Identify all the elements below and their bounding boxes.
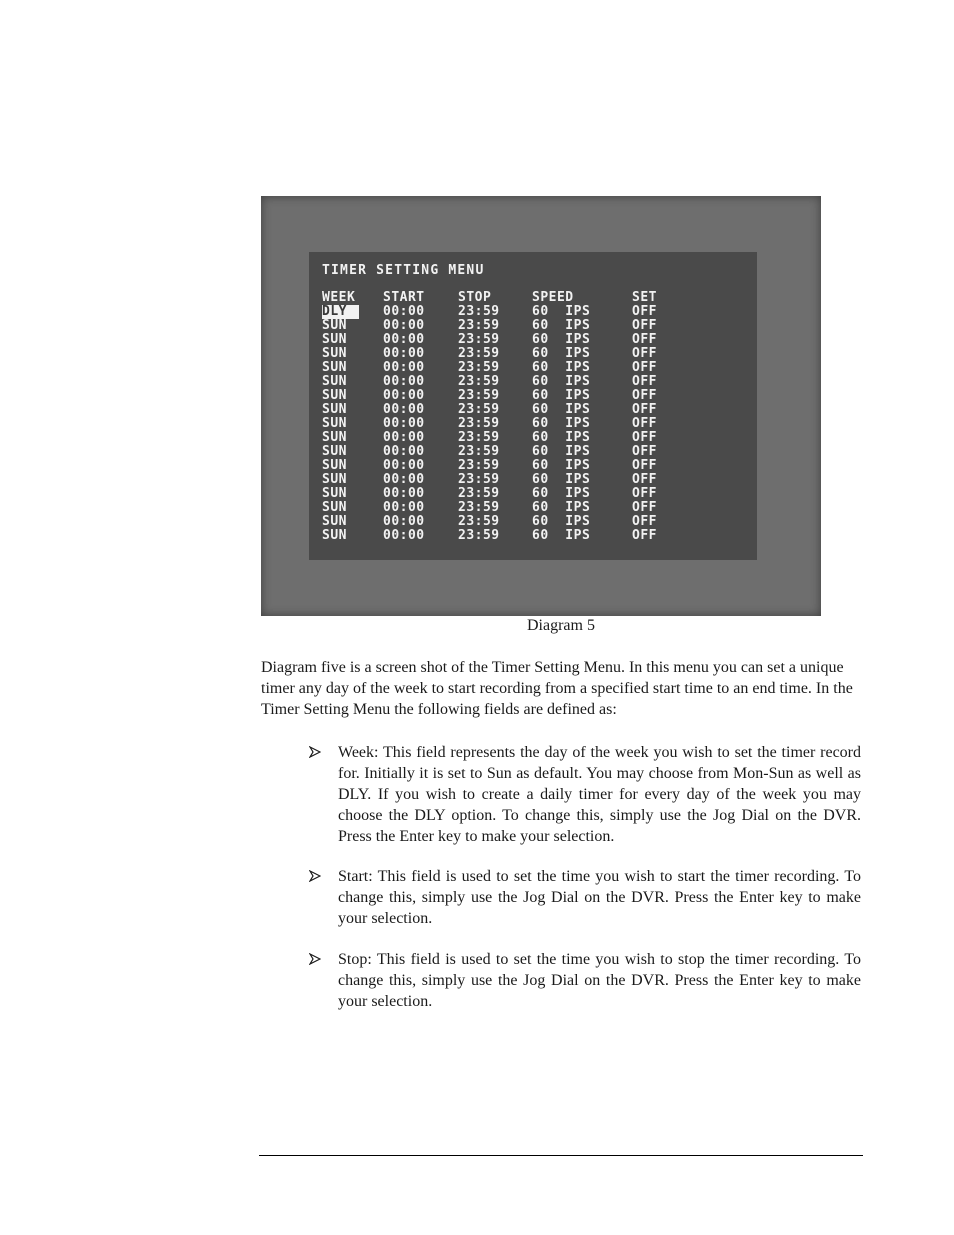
cell-speed: 60 IPS	[532, 374, 591, 389]
bullet-week	[309, 742, 861, 847]
cell-stop: 23:59	[458, 360, 500, 375]
cell-speed: 60 IPS	[532, 332, 591, 347]
cell-start: 00:00	[383, 528, 425, 543]
cell-speed: 60 IPS	[532, 500, 591, 515]
cell-start: 00:00	[383, 500, 425, 515]
cell-start: 00:00	[383, 402, 425, 417]
cell-week: SUN	[322, 500, 347, 515]
cell-week: SUN	[322, 458, 347, 473]
cell-stop: 23:59	[458, 346, 500, 361]
cell-speed: 60 IPS	[532, 416, 591, 431]
cell-start: 00:00	[383, 304, 425, 319]
cell-stop: 23:59	[458, 472, 500, 487]
timer-menu-screenshot	[261, 196, 821, 616]
cell-start: 00:00	[383, 458, 425, 473]
cell-week: SUN	[322, 528, 347, 543]
cell-set: OFF	[632, 402, 657, 417]
cell-start: 00:00	[383, 346, 425, 361]
cell-speed: 60 IPS	[532, 318, 591, 333]
cell-set: OFF	[632, 458, 657, 473]
header-speed: SPEED	[532, 290, 574, 305]
cell-speed: 60 IPS	[532, 458, 591, 473]
cell-set: OFF	[632, 304, 657, 319]
cell-stop: 23:59	[458, 444, 500, 459]
cell-start: 00:00	[383, 430, 425, 445]
cell-start: 00:00	[383, 388, 425, 403]
bullet-start	[309, 866, 861, 929]
cell-week: DLY	[322, 305, 359, 319]
cell-start: 00:00	[383, 486, 425, 501]
header-stop: STOP	[458, 290, 492, 305]
cell-speed: 60 IPS	[532, 304, 591, 319]
cell-week: SUN	[322, 388, 347, 403]
header-start: START	[383, 290, 425, 305]
cell-start: 00:00	[383, 472, 425, 487]
cell-speed: 60 IPS	[532, 360, 591, 375]
timer-menu-panel	[309, 252, 757, 560]
cell-start: 00:00	[383, 318, 425, 333]
cell-set: OFF	[632, 416, 657, 431]
cell-start: 00:00	[383, 332, 425, 347]
cell-set: OFF	[632, 486, 657, 501]
cell-stop: 23:59	[458, 304, 500, 319]
arrowhead-bullet-icon	[309, 953, 321, 965]
cell-stop: 23:59	[458, 318, 500, 333]
cell-week: SUN	[322, 332, 347, 347]
cell-set: OFF	[632, 318, 657, 333]
cell-week: SUN	[322, 318, 347, 333]
cell-set: OFF	[632, 332, 657, 347]
cell-set: OFF	[632, 500, 657, 515]
cell-week: SUN	[322, 486, 347, 501]
cell-stop: 23:59	[458, 402, 500, 417]
cell-week: SUN	[322, 472, 347, 487]
cell-stop: 23:59	[458, 514, 500, 529]
diagram-caption: Diagram 5	[527, 617, 595, 634]
bullet-text: Start: This field is used to set the time you wish to start the timer recording. To change this, simply use the Jog Dial on the DVR. Press the Enter key to make your selection.	[338, 868, 861, 927]
cell-week: SUN	[322, 374, 347, 389]
cell-start: 00:00	[383, 514, 425, 529]
bullet-text: Week: This field represents the day of the week you wish to set the timer record for. Initially it is set to Sun as default. You may choose from Mon-Sun as well as DLY. If you wish to create a daily timer for every day of the week you may choose the DLY option. To change this, simply use the Jog Dial on the DVR. Press the Enter key to make your selection.	[338, 744, 861, 845]
cell-start: 00:00	[383, 444, 425, 459]
bullet-text: Stop: This field is used to set the time you wish to stop the timer recording. To change this, simply use the Jog Dial on the DVR. Press the Enter key to make your selection.	[338, 951, 861, 1010]
cell-speed: 60 IPS	[532, 514, 591, 529]
cell-set: OFF	[632, 528, 657, 543]
cell-stop: 23:59	[458, 528, 500, 543]
header-week: WEEK	[322, 290, 356, 305]
cell-speed: 60 IPS	[532, 472, 591, 487]
intro-paragraph: Diagram five is a screen shot of the Timer Setting Menu. In this menu you can set a unique timer any day of the week to start recording from a specified start time to an end time. In the Timer Setting Menu the following fields are defined as:	[261, 659, 853, 718]
cell-set: OFF	[632, 472, 657, 487]
cell-start: 00:00	[383, 416, 425, 431]
cell-start: 00:00	[383, 360, 425, 375]
cell-week: SUN	[322, 514, 347, 529]
cell-stop: 23:59	[458, 332, 500, 347]
cell-week: SUN	[322, 346, 347, 361]
cell-stop: 23:59	[458, 388, 500, 403]
cell-set: OFF	[632, 374, 657, 389]
cell-set: OFF	[632, 444, 657, 459]
cell-week: SUN	[322, 444, 347, 459]
cell-speed: 60 IPS	[532, 346, 591, 361]
cell-stop: 23:59	[458, 416, 500, 431]
cell-set: OFF	[632, 360, 657, 375]
footer-rule	[259, 1155, 863, 1156]
arrowhead-bullet-icon	[309, 746, 321, 758]
menu-title: TIMER SETTING MENU	[322, 263, 485, 278]
cell-speed: 60 IPS	[532, 430, 591, 445]
cell-week: SUN	[322, 416, 347, 431]
cell-stop: 23:59	[458, 374, 500, 389]
cell-start: 00:00	[383, 374, 425, 389]
cell-stop: 23:59	[458, 486, 500, 501]
cell-set: OFF	[632, 430, 657, 445]
header-set: SET	[632, 290, 657, 305]
cell-stop: 23:59	[458, 500, 500, 515]
cell-week: SUN	[322, 430, 347, 445]
cell-speed: 60 IPS	[532, 444, 591, 459]
cell-stop: 23:59	[458, 430, 500, 445]
cell-set: OFF	[632, 514, 657, 529]
cell-week: SUN	[322, 402, 347, 417]
cell-set: OFF	[632, 388, 657, 403]
cell-speed: 60 IPS	[532, 402, 591, 417]
cell-week: SUN	[322, 360, 347, 375]
cell-speed: 60 IPS	[532, 486, 591, 501]
bullet-stop	[309, 949, 861, 1012]
cell-speed: 60 IPS	[532, 528, 591, 543]
cell-set: OFF	[632, 346, 657, 361]
cell-stop: 23:59	[458, 458, 500, 473]
cell-speed: 60 IPS	[532, 388, 591, 403]
arrowhead-bullet-icon	[309, 870, 321, 882]
